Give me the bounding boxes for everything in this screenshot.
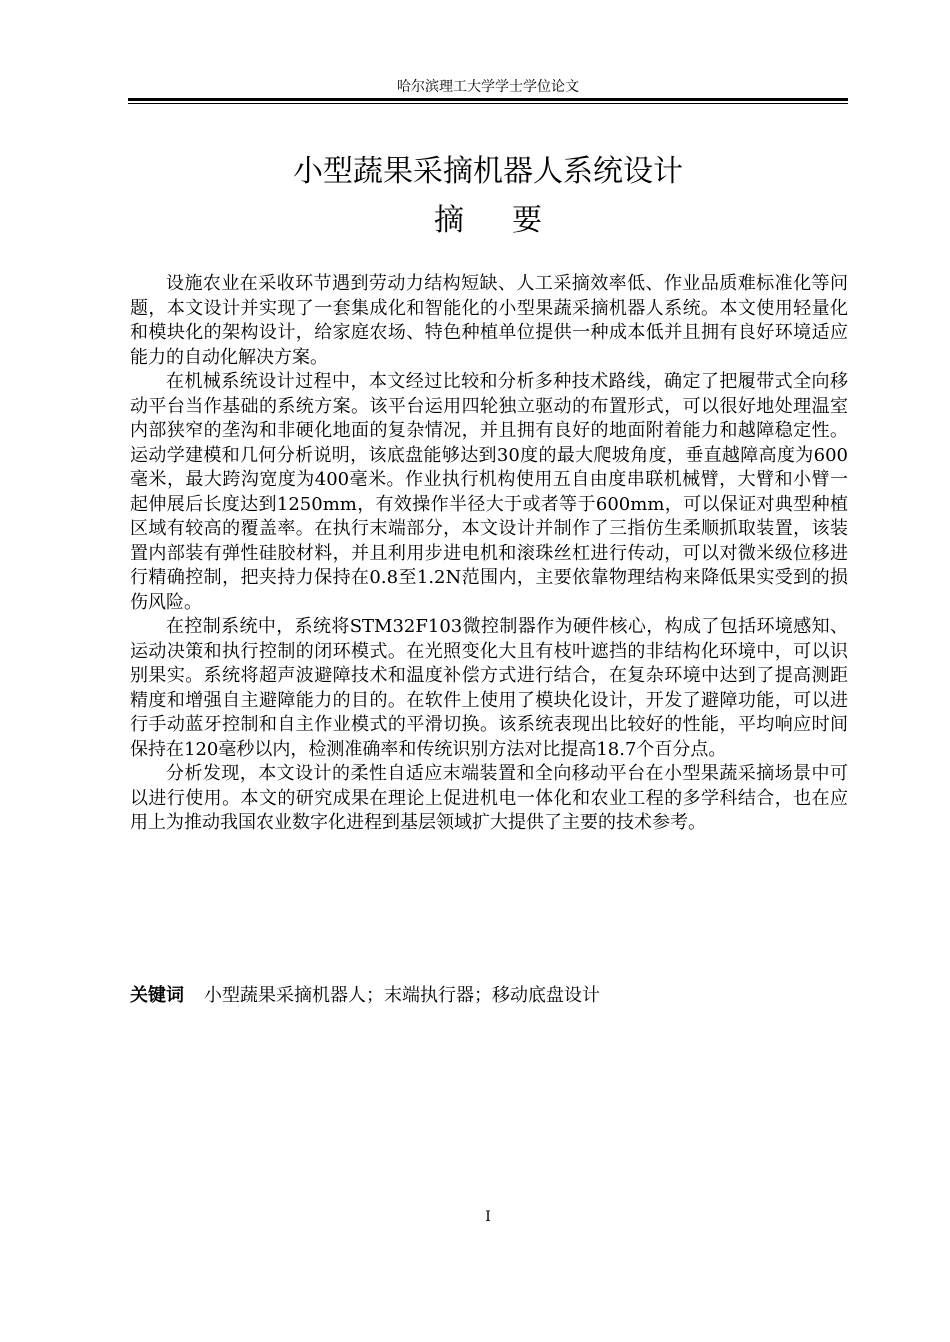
thesis-title: 小型蔬果采摘机器人系统设计 — [293, 154, 683, 189]
abstract-heading: 摘要 — [434, 203, 590, 238]
header-rule-thick — [128, 98, 848, 101]
running-header: 哈尔滨理工大学学士学位论文 — [397, 79, 579, 95]
abstract-paragraph-2: 在机械系统设计过程中，本文经过比较和分析多种技术路线，确定了把履带式全向移动平台当作基础的系统方案。该平台运用四轮独立驱动的布置形式，可以很好地处理温室内部狭窄的垄沟和非硬化地面的复杂情况，并且拥有良好的地面附着能力和越障稳定性。运动学建模和几何分析说明，该底盘能够达到30度的最大爬坡角度，垂直越障高度为600毫米，最大跨沟宽度为400毫米。作业执行机构使用五自由度串联机械臂，大臂和小臂一起伸展后长度达到1250mm，有效操作半径大于或者等于600mm，可以保证对典型种植区域有较高的覆盖率。在执行末端部分，本文设计并制作了三指仿生柔顺抓取装置，该装置内部装有弹性硅胶材料，并且利用步进电机和滚珠丝杠进行传动，可以对微米级位移进行精确控制，把夹持力保持在0.8至1.2N范围内，主要依靠物理结构来降低果实受到的损伤风险。 — [130, 371, 848, 613]
page-number: I — [485, 1209, 491, 1225]
abstract-paragraph-3: 在控制系统中，系统将STM32F103微控制器作为硬件核心，构成了包括环境感知、运动决策和执行控制的闭环模式。在光照变化大且有枝叶遮挡的非结构化环境中，可以识别果实。系统将超声波避障技术和温度补偿方式进行结合，在复杂环境中达到了提高测距精度和增强自主避障能力的目的。在软件上使用了模块化设计，开发了避障功能，可以进行手动蓝牙控制和自主作业模式的平滑切换。该系统表现出比较好的性能，平均响应时间保持在120毫秒以内，检测准确率和传统识别方法对比提高18.7个百分点。 — [130, 616, 848, 760]
keywords-text: 小型蔬果采摘机器人；末端执行器；移动底盘设计 — [204, 985, 600, 1006]
header-rule-thin — [128, 103, 848, 104]
abstract-paragraph-4: 分析发现，本文设计的柔性自适应末端装置和全向移动平台在小型果蔬采摘场景中可以进行使用。本文的研究成果在理论上促进机电一体化和农业工程的多学科结合，也在应用上为推动我国农业数字化进程到基层领域扩大提供了主要的技术参考。 — [130, 763, 848, 833]
keywords-label: 关键词 — [130, 985, 184, 1006]
abstract-body — [130, 272, 848, 836]
keywords-line — [130, 983, 848, 1009]
abstract-paragraph-1: 设施农业在采收环节遇到劳动力结构短缺、人工采摘效率低、作业品质难标准化等问题，本文设计并实现了一套集成化和智能化的小型果蔬采摘机器人系统。本文使用轻量化和模块化的架构设计，给家庭农场、特色种植单位提供一种成本低并且拥有良好环境适应能力的自动化解决方案。 — [130, 273, 848, 368]
